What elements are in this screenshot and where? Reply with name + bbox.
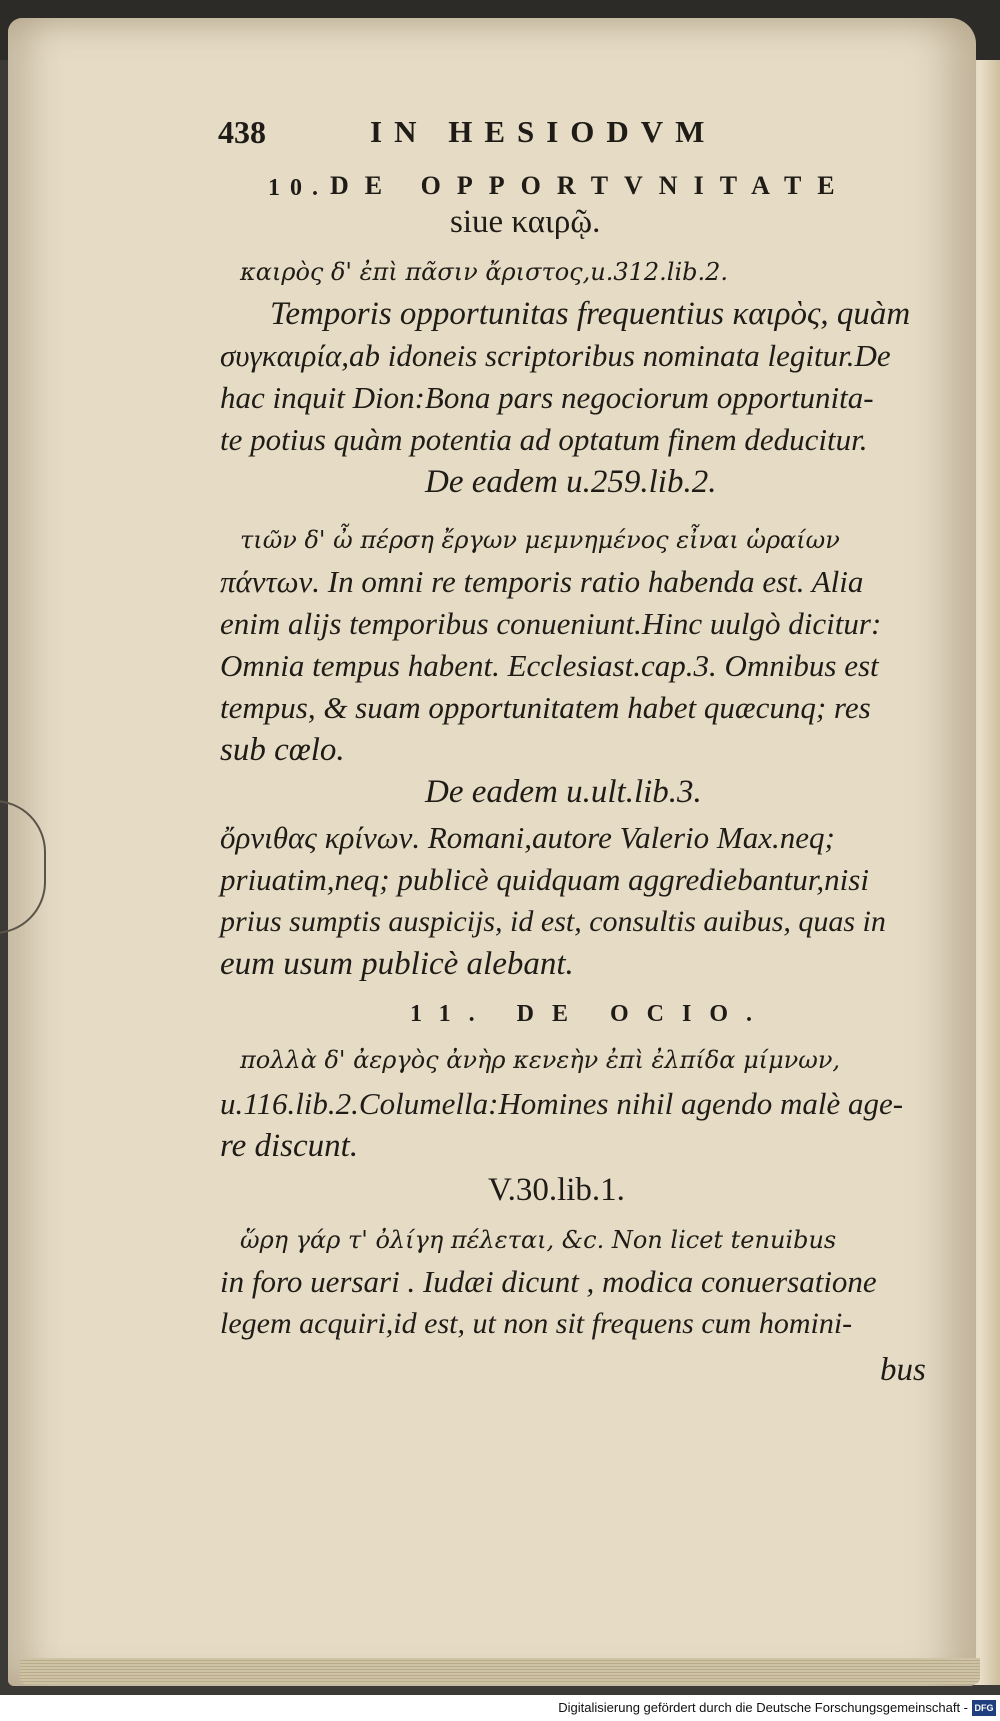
running-title: IN HESIODVM: [370, 114, 717, 149]
section-heading: DE OPPORTVNITATE: [330, 171, 851, 200]
page-number: 438: [218, 114, 266, 150]
body-line: enim alijs temporibus conueniunt.Hinc uulgò dicitur:: [220, 606, 882, 641]
body-line: u.116.lib.2.Columella:Homines nihil agendo malè age-: [220, 1086, 904, 1121]
body-line: ὄρνιθας κρίνων. Romani,autore Valerio Max.neq;: [220, 820, 835, 855]
body-line: in foro uersari . Iudæi dicunt , modica conuersatione: [220, 1264, 877, 1299]
footer-text: Digitalisierung gefördert durch die Deutsche Forschungsgemeinschaft -: [558, 1700, 968, 1715]
body-line: πολλὰ δ' ἀεργὸς ἀνὴρ κενεὴν ἐπὶ ἐλπίδα μίμνων,: [240, 1046, 841, 1074]
section-subheading: siue καιρῷ.: [450, 204, 601, 240]
body-line: legem acquiri,id est, ut non sit frequens cum homini-: [220, 1307, 853, 1340]
body-line: De eadem u.ult.lib.3.: [425, 774, 702, 810]
digitization-footer: [0, 1695, 1000, 1721]
body-line: eum usum publicè alebant.: [220, 946, 574, 982]
body-line: ὥρη γάρ τ' ὀλίγη πέλεται, &c. Non licet tenuibus: [240, 1226, 837, 1254]
body-line: hac inquit Dion:Bona pars negociorum opportunita-: [220, 380, 874, 415]
body-line: Temporis opportunitas frequentius καιρὸς, quàm: [270, 296, 911, 332]
body-line: re discunt.: [220, 1128, 359, 1164]
body-line: πάντων. In omni re temporis ratio habenda est. Alia: [220, 564, 864, 599]
body-line: sub cœlo.: [220, 732, 345, 768]
section-number: 10.: [268, 175, 328, 201]
body-line: prius sumptis auspicijs, id est, consultis auibus, quas in: [220, 905, 886, 938]
dfg-logo: DFG: [972, 1700, 996, 1716]
body-line: καιρὸς δ' ἐπὶ πᾶσιν ἄριστος,u.312.lib.2.: [240, 258, 729, 286]
body-line: De eadem u.259.lib.2.: [425, 464, 717, 500]
body-line: te potius quàm potentia ad optatum finem deducitur.: [220, 422, 868, 457]
body-line: συγκαιρία,ab idoneis scriptoribus nominata legitur.De: [220, 338, 891, 373]
body-line: bus: [880, 1352, 926, 1388]
body-line: V.30.lib.1.: [488, 1172, 625, 1208]
body-line: tempus, & suam opportunitatem habet quæcunq; res: [220, 690, 871, 725]
section-heading: 11. DE OCIO.: [410, 1001, 771, 1027]
body-line: Omnia tempus habent. Ecclesiast.cap.3. Omnibus est: [220, 648, 879, 683]
body-line: priuatim,neq; publicè quidquam aggrediebantur,nisi: [220, 862, 869, 897]
body-line: τιῶν δ' ὦ πέρση ἔργων μεμνημένος εἶναι ὡραίων: [240, 526, 840, 554]
